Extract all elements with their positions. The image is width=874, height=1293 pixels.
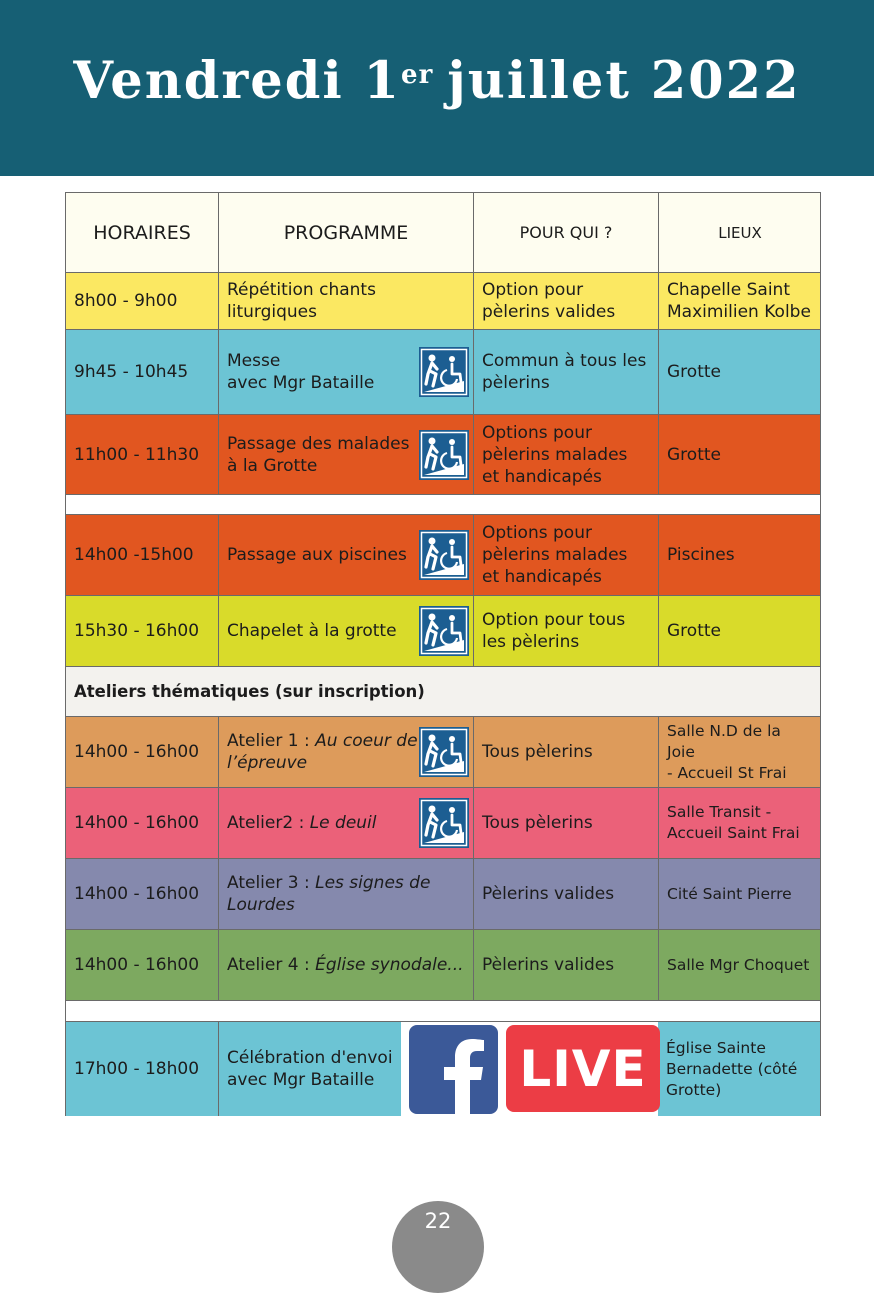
time-cell: 15h30 - 16h00 [74, 621, 200, 641]
workshops-heading-row [65, 667, 821, 717]
time-cell: 14h00 - 16h00 [74, 955, 200, 975]
spacer-row [65, 495, 821, 515]
table-row [65, 930, 821, 1001]
audience-cell: Commun à tous les pèlerins [473, 330, 658, 414]
table-row [65, 788, 821, 859]
program-cell: Célébration d'envoi avec Mgr Bataille [218, 1022, 402, 1116]
place-cell: Église Sainte Bernadette (côté Grotte) [666, 1038, 798, 1099]
spacer-row [65, 1001, 821, 1022]
page-number-badge [392, 1201, 484, 1293]
table-row [65, 515, 821, 596]
table-row [65, 717, 821, 788]
program-cell: Atelier 4 : Église synodale... [218, 930, 473, 1000]
audience-cell: Tous pèlerins [473, 788, 658, 858]
table-row [65, 859, 821, 930]
col-pour-qui: POUR QUI ? [473, 193, 658, 272]
time-cell: 11h00 - 11h30 [74, 444, 200, 465]
place-cell: Piscines [658, 515, 821, 595]
table-header [65, 192, 821, 273]
program-cell: Répétition chants liturgiques [218, 273, 473, 329]
time-cell: 14h00 - 16h00 [74, 813, 200, 833]
live-label: LIVE [506, 1025, 660, 1112]
accessibility-icon [419, 606, 469, 656]
audience-cell: Pèlerins valides [473, 859, 658, 929]
audience-cell: Tous pèlerins [473, 717, 658, 787]
time-cell: 14h00 - 16h00 [74, 884, 200, 904]
col-programme: PROGRAMME [218, 193, 473, 272]
place-cell: Grotte [658, 330, 821, 414]
program-cell: Chapelet à la grotte [218, 596, 473, 666]
page-title: Vendredi 1er juillet 2022 [73, 51, 801, 111]
accessibility-icon [419, 430, 469, 480]
time-cell: 17h00 - 18h00 [74, 1059, 200, 1079]
table-row [65, 415, 821, 495]
program-cell: Atelier 1 : Au coeur de l’épreuve [218, 717, 473, 787]
place-cell: Grotte [658, 596, 821, 666]
program-cell: Passage aux piscines [218, 515, 473, 595]
page-number: 22 [424, 1209, 452, 1233]
accessibility-icon [419, 727, 469, 777]
time-cell: 14h00 - 16h00 [74, 742, 200, 762]
program-cell: Atelier2 : Le deuil [218, 788, 473, 858]
audience-cell: Option pour pèlerins valides [473, 273, 658, 329]
audience-cell: Pèlerins valides [473, 930, 658, 1000]
place-cell: Grotte [658, 415, 821, 494]
time-cell: 8h00 - 9h00 [74, 291, 178, 311]
accessibility-icon [419, 347, 469, 397]
time-cell: 14h00 -15h00 [74, 545, 194, 565]
table-row [65, 330, 821, 415]
program-cell: Messe avec Mgr Bataille [218, 330, 473, 414]
program-cell: Atelier 3 : Les signes de Lourdes [218, 859, 473, 929]
place-cell: Chapelle Saint Maximilien Kolbe [658, 273, 821, 329]
place-cell: Salle Transit - Accueil Saint Frai [658, 788, 821, 858]
accessibility-icon [419, 530, 469, 580]
place-cell: Salle N.D de la Joie - Accueil St Frai [658, 717, 821, 787]
table-row [65, 596, 821, 667]
time-cell: 9h45 - 10h45 [74, 362, 189, 382]
facebook-icon [409, 1025, 498, 1114]
facebook-live-banner [401, 1022, 658, 1116]
accessibility-icon [419, 798, 469, 848]
audience-cell: Options pour pèlerins malades et handicapés [473, 515, 658, 595]
place-cell: Salle Mgr Choquet [658, 930, 821, 1000]
table-row [65, 273, 821, 330]
place-cell: Cité Saint Pierre [658, 859, 821, 929]
workshops-heading: Ateliers thématiques (sur inscription) [74, 681, 425, 701]
audience-cell: Options pour pèlerins malades et handicapés [473, 415, 658, 494]
title-banner [0, 0, 874, 176]
audience-cell: Option pour tous les pèlerins [473, 596, 658, 666]
program-cell: Passage des malades à la Grotte [218, 415, 473, 494]
col-horaires: HORAIRES [93, 221, 191, 244]
col-lieux: LIEUX [658, 193, 821, 272]
